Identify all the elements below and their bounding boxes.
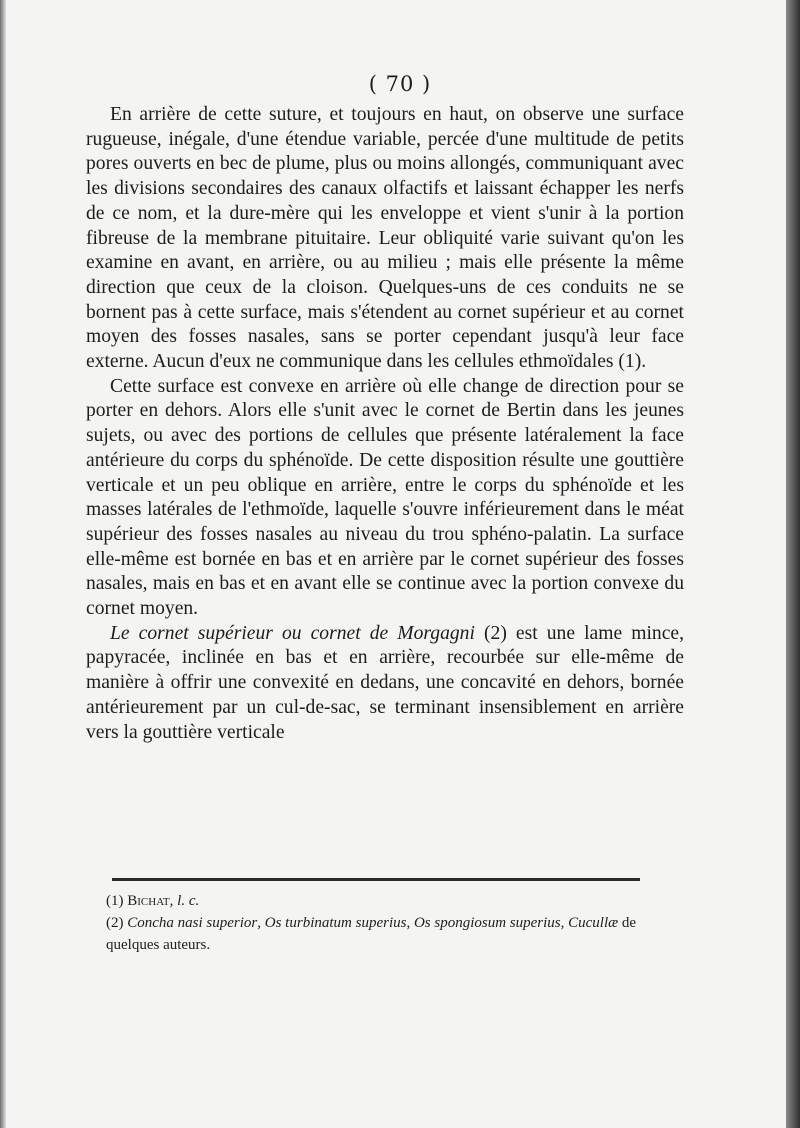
footnote-2-term-d: Cucullæ: [568, 915, 619, 931]
paragraph-2: Cette surface est convexe en arrière où elle change de direction pour se porter en dehors. Alors elle s'unit avec le cornet de Bertin dans les jeunes sujets, ou avec des portions de cellules que présente latéralement la face antérieure du corps du sphénoïde. De cette disposition résulte une gouttière verticale et un peu oblique en arrière, entre le corps du sphénoïde et les masses latérales de l'ethmoïde, laquelle s'ouvre inférieurement dans le méat supérieur des fosses nasales au niveau du trou sphéno-palatin. La surface elle-même est bornée en bas et en arrière par le cornet supérieur des fosses nasales, mais en bas et en avant elle se continue avec la portion convexe du cornet moyen.: [86, 375, 684, 620]
page-right-edge-shadow: [786, 0, 800, 1128]
footnotes: [106, 890, 646, 956]
footnote-2-number: (2): [106, 915, 128, 931]
footnote-2-term-a: Concha nasi superior: [127, 915, 258, 931]
footnote-1-reference: l. c.: [177, 893, 200, 909]
footnote-2: [106, 912, 646, 956]
footnote-1-author: Bichat: [127, 893, 170, 909]
footnote-1-separator: ,: [169, 893, 178, 909]
footnote-rule: [112, 878, 640, 881]
paragraph-3-text: (2) est une lame mince, papyracée, inclinée en bas et en arrière, recourbée sur elle-même de manière à offrir une convexité en dedans, une concavité en dehors, bornée antérieurement par un cul-de-sac, se terminant insensiblement en arrière vers la gouttière verticale: [86, 622, 685, 743]
paragraph-3-italic-lead: Le cornet supérieur ou cornet de Morgagni: [110, 622, 475, 644]
footnote-2-rest: de quelques auteurs.: [106, 915, 637, 953]
footnote-2-term-c: Os spongiosum superius: [413, 915, 561, 931]
footnote-2-sep-c: ,: [560, 915, 569, 931]
page-left-edge: [0, 0, 6, 1128]
page-number: ( 70 ): [368, 72, 432, 96]
footnote-2-sep-b: ,: [406, 915, 414, 931]
footnote-2-sep-a: ,: [257, 915, 265, 931]
footnote-2-term-b: Os turbinatum superius: [264, 915, 407, 931]
footnote-1-number: (1): [106, 893, 128, 909]
paragraph-1: En arrière de cette suture, et toujours en haut, on observe une surface rugueuse, inégale, d'une étendue variable, percée d'une multitude de petits pores ouverts en bec de plume, plus ou moins allongés, communiquant avec les divisions secondaires des canaux olfactifs et laissant échapper les nerfs de ce nom, et la dure-mère qui les enveloppe et vient s'unir à la portion fibreuse de la membrane pituitaire. Leur obliquité varie suivant qu'on les examine en avant, en arrière, ou au milieu ; mais elle présente la même direction que ceux de la cloison. Quelques-uns de ces conduits ne se bornent pas à cette surface, mais s'étendent au cornet supérieur et au cornet moyen des fosses nasales, sans se porter cependant jusqu'à leur face externe. Aucun d'eux ne communique dans les cellules ethmoïdales (1).: [86, 104, 684, 373]
paragraph-3: [86, 622, 684, 746]
footnote-1: [106, 890, 646, 912]
main-text: [86, 103, 684, 745]
